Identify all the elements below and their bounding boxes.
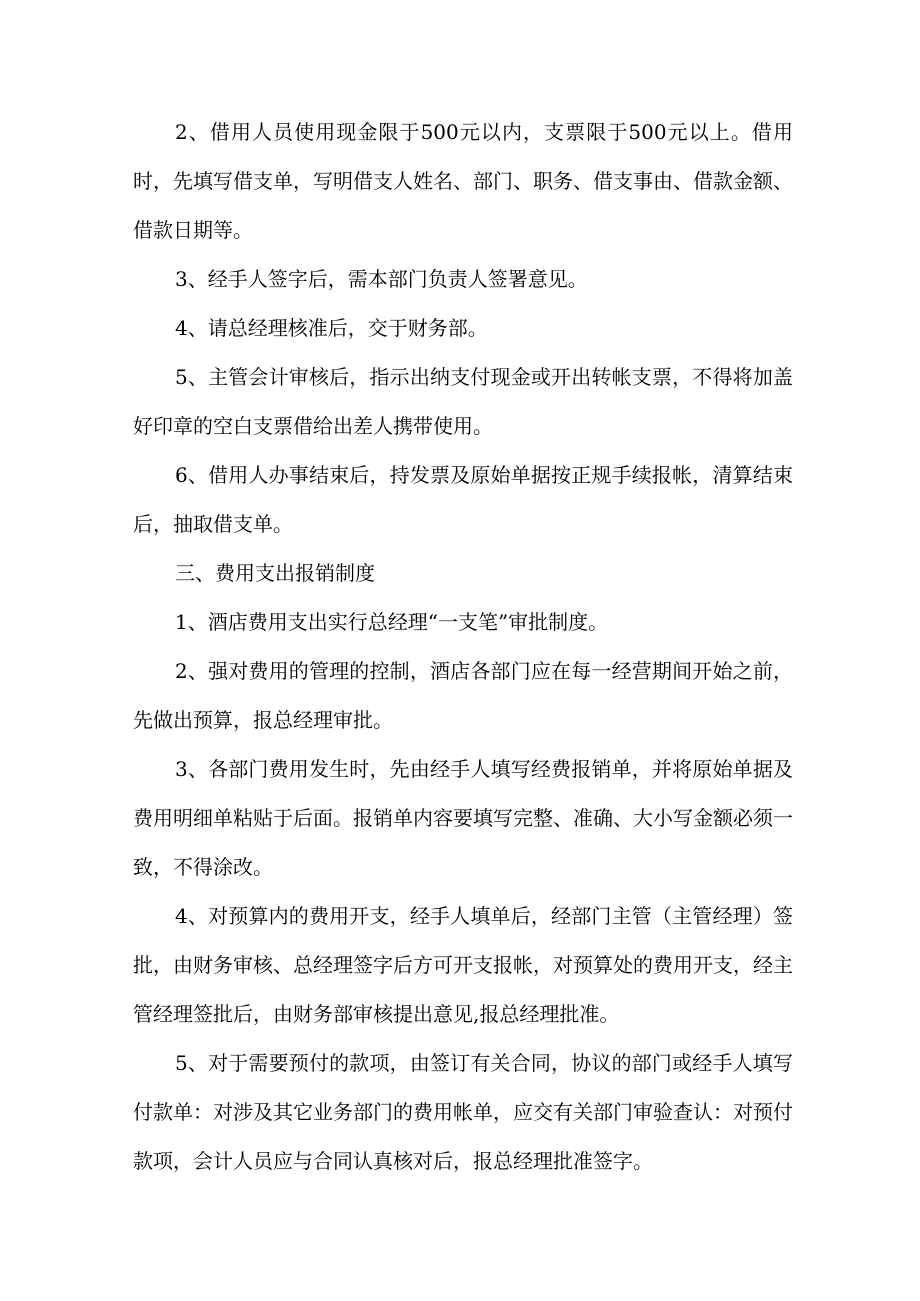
paragraph-accountant-review: 5、主管会计审核后，指示出纳支付现金或开出转帐支票，不得将加盖好印章的空白支票借给出差人携带使用。 (133, 365, 793, 438)
paragraph-prepayments: 5、对于需要预付的款项，由签订有关合同，协议的部门或经手人填写付款单：对涉及其它业务部门的费用帐单，应交有关部门审验查认：对预付款项，会计人员应与合同认真核对后，报总经理批准签字。 (133, 1051, 793, 1173)
paragraph-reimbursement-form: 3、各部门费用发生时，先由经手人填写经费报销单，并将原始单据及费用明细单粘贴于后面。报销单内容要填写完整、准确、大小写金额必须一致，不得涂改。 (133, 757, 793, 879)
paragraph-gm-approval: 4、请总经理核准后，交于财务部。 (175, 316, 488, 340)
section-heading-expense-reimbursement: 三、费用支出报销制度 (175, 561, 375, 585)
paragraph-borrow-limits: 2、借用人员使用现金限于500元以内，支票限于500元以上。借用时，先填写借支单，写明借支人姓名、部门、职务、借支事由、借款金额、借款日期等。 (133, 120, 793, 242)
paragraph-budget-expenses: 4、对预算内的费用开支，经手人填单后，经部门主管（主管经理）签批，由财务审核、总经理签字后方可开支报帐，对预算处的费用开支，经主管经理签批后，由财务部审核提出意见,报总经理批准。 (133, 904, 793, 1026)
paragraph-handler-signature: 3、经手人签字后，需本部门负责人签署意见。 (175, 267, 588, 291)
document-body (133, 108, 793, 1186)
paragraph-budget-control: 2、强对费用的管理的控制，酒店各部门应在每一经营期间开始之前，先做出预算，报总经理审批。 (133, 659, 793, 732)
paragraph-settlement: 6、借用人办事结束后，持发票及原始单据按正规手续报帐，清算结束后，抽取借支单。 (133, 463, 793, 536)
paragraph-one-pen-approval: 1、酒店费用支出实行总经理“一支笔”审批制度。 (175, 610, 609, 634)
